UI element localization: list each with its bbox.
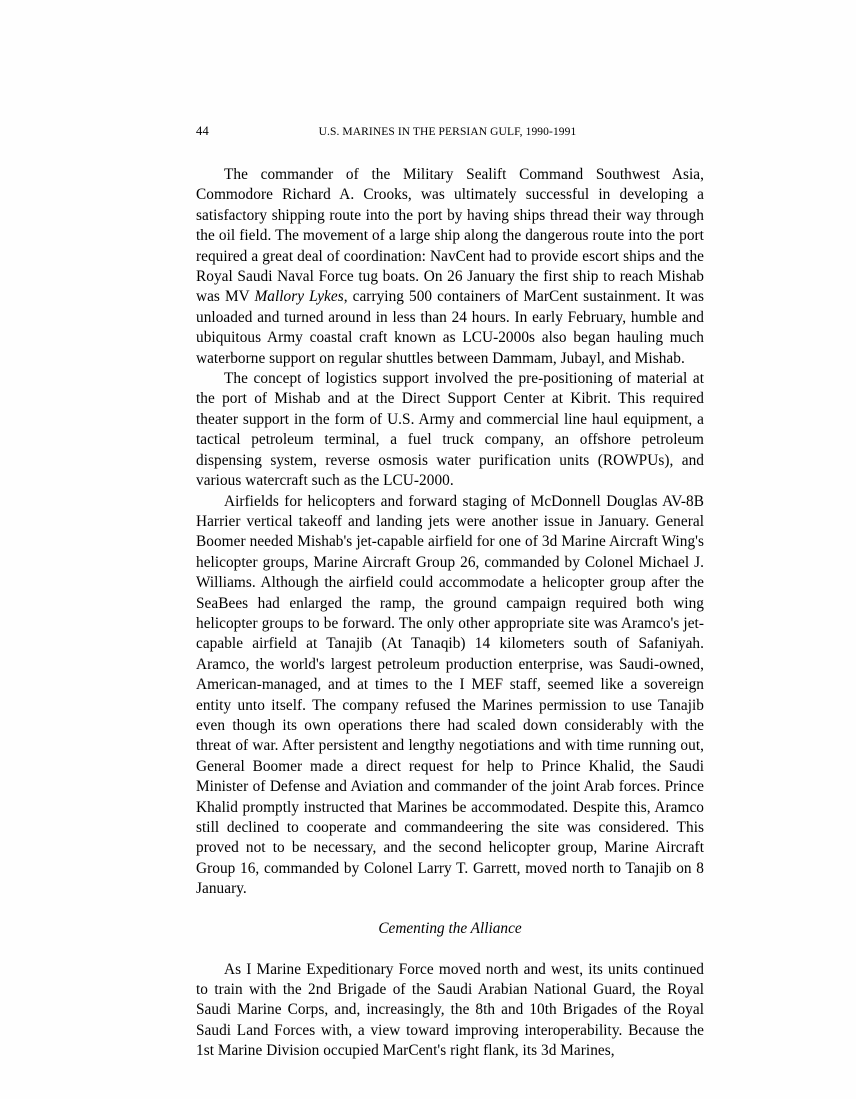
- page-number: 44: [196, 124, 209, 138]
- paragraph-2: The concept of logistics support involved the pre-positioning of material at the port of Mishab and at the Direct Support Center at Kibrit. This required theater support in the form of U.S. Army and commercial line haul equipment, a tactical petroleum terminal, a fuel truck company, an offshore petroleum dispensing system, reverse osmosis water purification units (ROWPUs), and various watercraft such as the LCU-2000.: [196, 370, 704, 490]
- page-content: [196, 124, 704, 1062]
- paragraph-3: Airfields for helicopters and forward staging of McDonnell Douglas AV-8B Harrier vertical takeoff and landing jets were another issue in January. General Boomer needed Mishab's jet-capable airfield for one of 3d Marine Aircraft Wing's helicopter groups, Marine Aircraft Group 26, commanded by Colonel Michael J. Williams. Although the airfield could accommodate a helicopter group after the SeaBees had enlarged the ramp, the ground campaign required both wing helicopter groups to be forward. The only other appropriate site was Aramco's jet-capable airfield at Tanajib (At Tanaqib) 14 kilometers south of Safaniyah. Aramco, the world's largest petroleum production enterprise, was Saudi-owned, American-managed, and at times to the I MEF staff, seemed like a sovereign entity unto itself. The company refused the Marines permission to use Tanajib even though its own operations there had scaled down considerably with the threat of war. After persistent and lengthy negotiations and with time running out, General Boomer made a direct request for help to Prince Khalid, the Saudi Minister of Defense and Aviation and commander of the joint Arab forces. Prince Khalid promptly instructed that Marines be accommodated. Despite this, Aramco still declined to cooperate and commandeering the site was considered. This proved not to be necessary, and the second helicopter group, Marine Aircraft Group 16, commanded by Colonel Larry T. Garrett, moved north to Tanajib on 8 January.: [196, 492, 704, 898]
- running-head: U.S. MARINES IN THE PERSIAN GULF, 1990-1991: [318, 126, 577, 138]
- paragraph-1: [196, 165, 704, 369]
- paragraph-4: As I Marine Expeditionary Force moved north and west, its units continued to train with the 2nd Brigade of the Saudi Arabian National Guard, the Royal Saudi Marine Corps, and, increasingly, the 8th and 10th Brigades of the Royal Saudi Land Forces with, a view toward improving interoperability. Because the 1st Marine Division occupied MarCent's right flank, its 3d Marines,: [196, 960, 704, 1060]
- paragraph-1-pre-italic: The commander of the Military Sealift Command Southwest Asia, Commodore Richard A. Crooks, was ultimately successful in developing a satisfactory shipping route into the port by having ships thread their way through the oil field. The movement of a large ship along the dangerous route into the port required a great deal of coordination: NavCent had to provide escort ships and the Royal Saudi Naval Force tug boats. On 26 January the first ship to reach Mishab was MV: [196, 166, 704, 306]
- page-header: [196, 124, 704, 139]
- ship-name-italic: Mallory Lykes: [254, 288, 344, 306]
- paragraph-1-post-italic: , carrying 500 containers of MarCent sustainment. It was unloaded and turned around in less than 24 hours. In early February, humble and ubiquitous Army coastal craft known as LCU-2000s also began hauling much waterborne support on regular shuttles between Dammam, Jubayl, and Mishab.: [196, 288, 704, 367]
- section-heading: Cementing the Alliance: [378, 919, 522, 937]
